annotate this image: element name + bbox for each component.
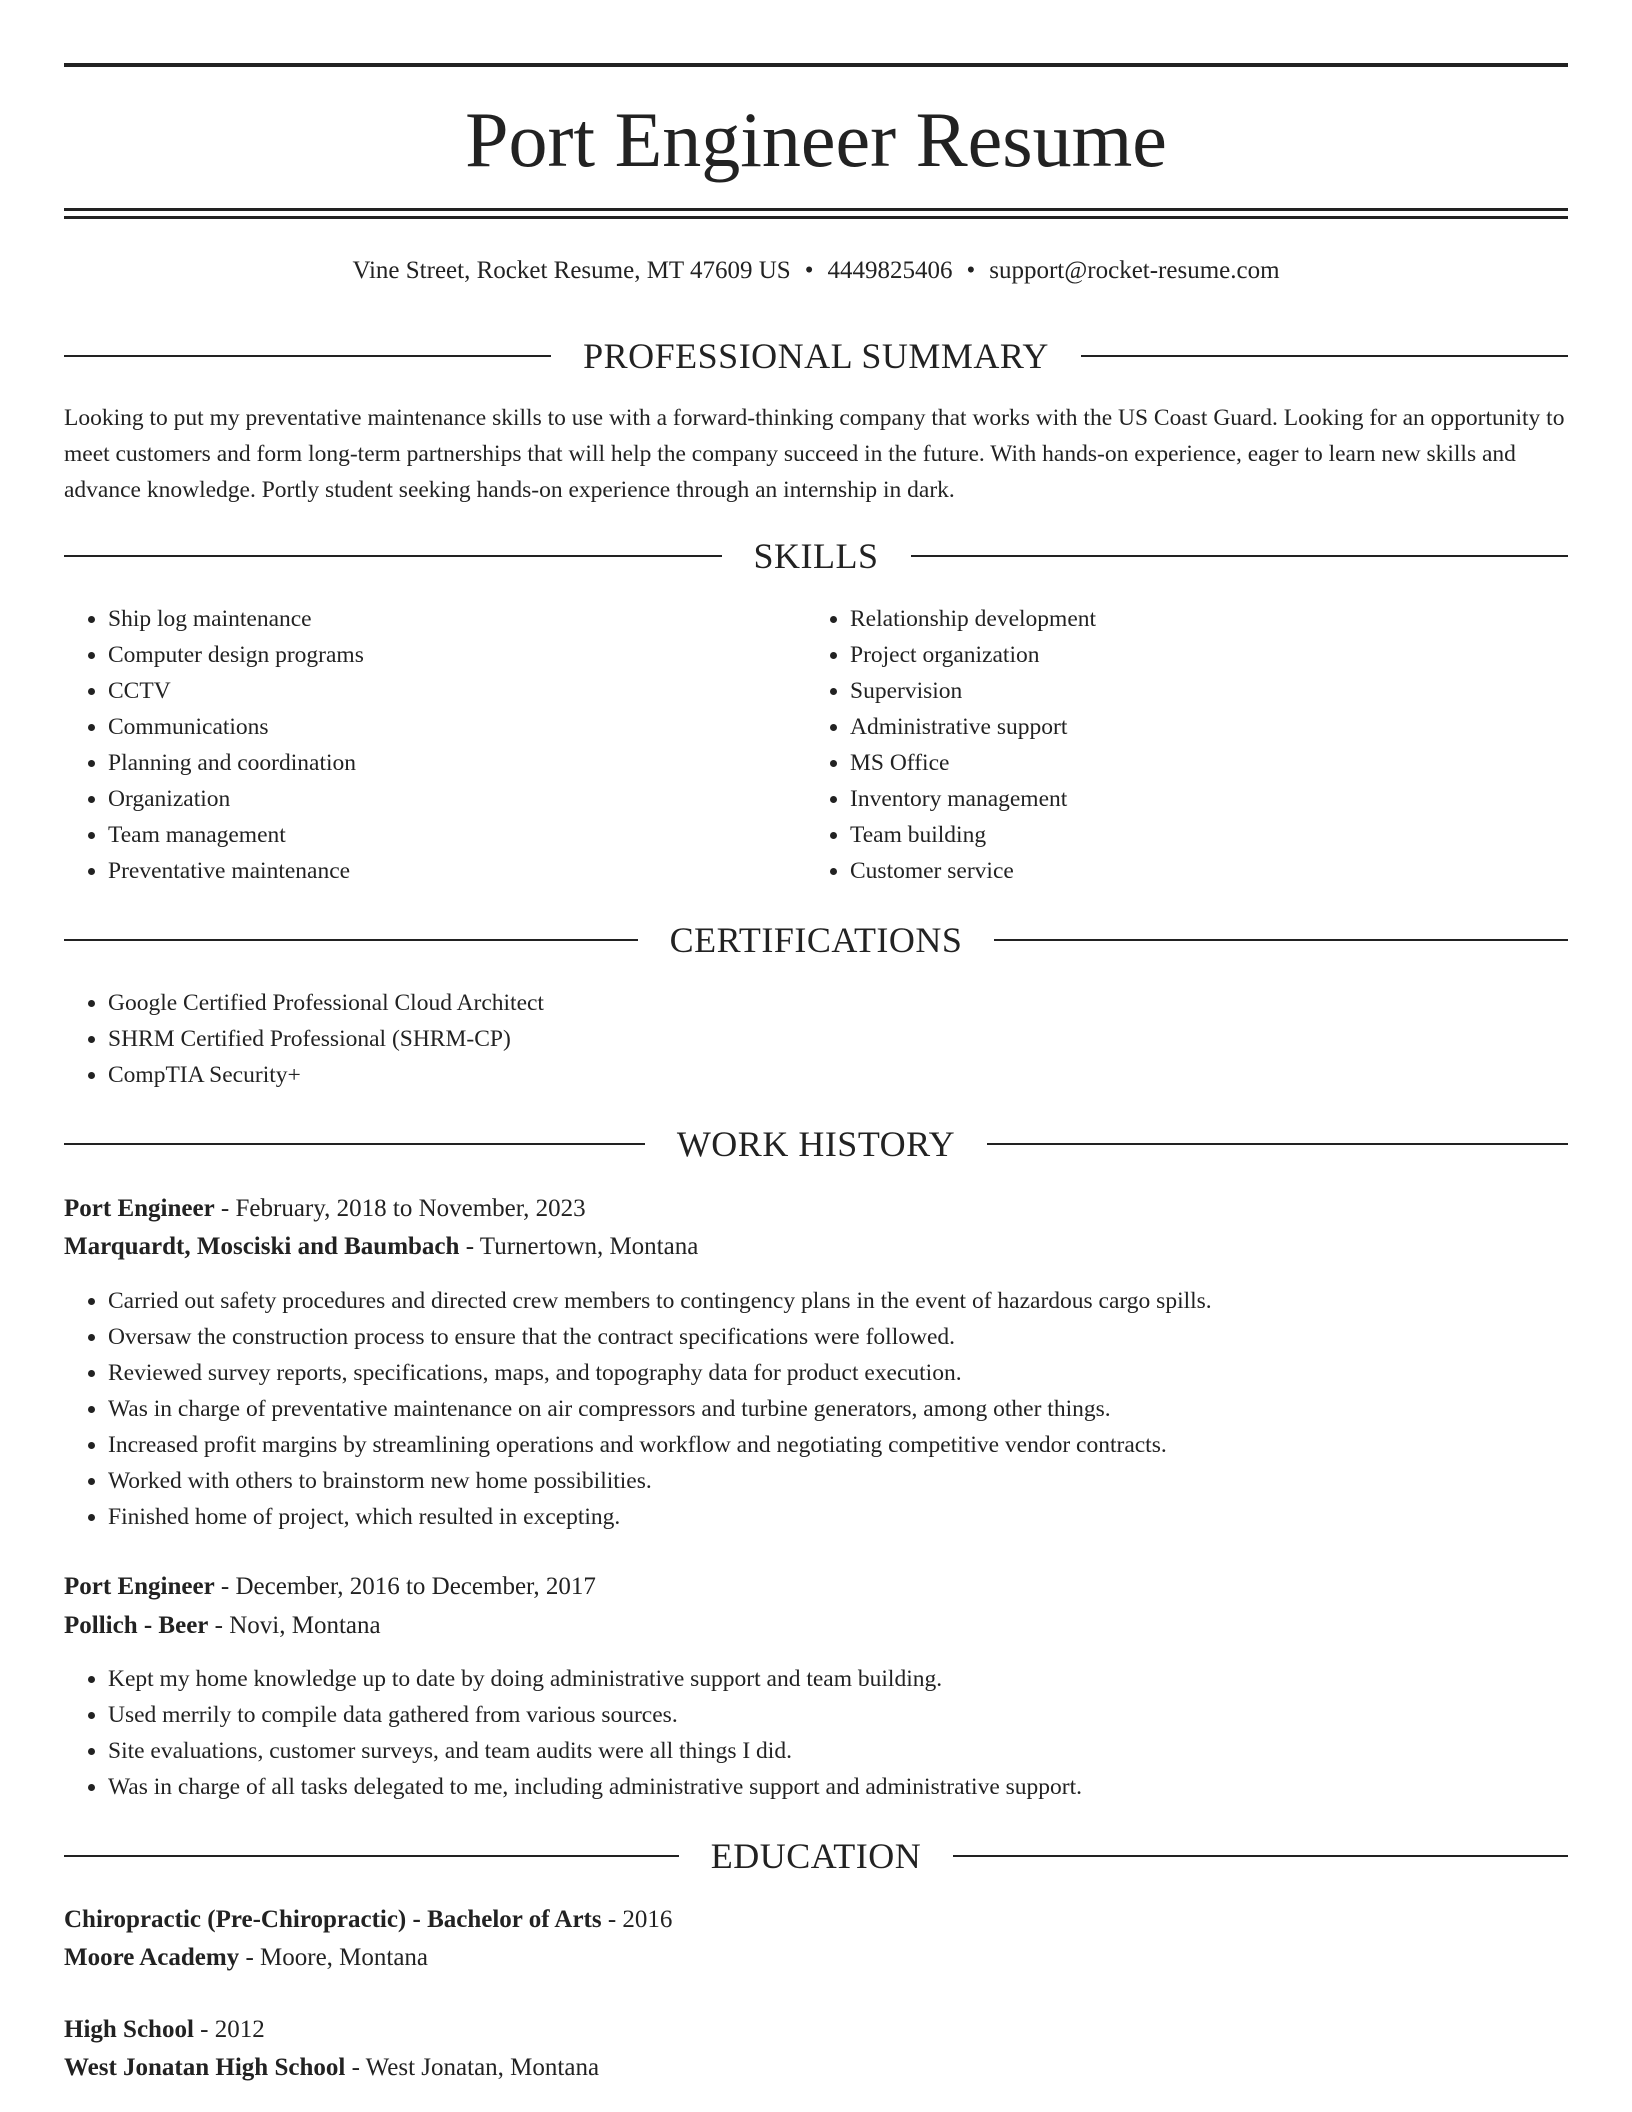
heading-rule (64, 1855, 679, 1857)
heading-rule (953, 1855, 1568, 1857)
list-item: • Used merrily to compile data gathered from various sources. (108, 1697, 1568, 1733)
heading-rule (994, 939, 1568, 941)
certifications-list (64, 985, 1508, 1093)
list-item: • Communications (108, 709, 808, 745)
list-item: • Google Certified Professional Cloud Architect (108, 985, 1508, 1021)
job-bullets (64, 1283, 1568, 1535)
education-year: - 2016 (601, 1906, 673, 1933)
section-heading-summary (64, 334, 1568, 378)
section-heading-certifications (64, 918, 1568, 962)
job-company-line (64, 1607, 1568, 1645)
summary-text: Looking to put my preventative maintenance skills to use with a forward-thinking company that works with the US Coast Guard. Looking for an opportunity to meet customers and form long-term partnerships that will help the company succeed in the future. With hands-on experience, eager to learn new skills and advance knowledge. Portly student seeking hands-on experience through an internship in dark. (64, 405, 1565, 503)
list-item: • Project organization (850, 637, 1550, 673)
list-item: • CompTIA Security+ (108, 1057, 1508, 1093)
education-school: West Jonatan High School (64, 2054, 346, 2081)
job-company-line (64, 1228, 1568, 1266)
section-heading-label: SKILLS (753, 536, 879, 576)
list-item: • Reviewed survey reports, specifications, maps, and topography data for product execution. (108, 1355, 1568, 1391)
list-item: • Carried out safety procedures and directed crew members to contingency plans in the event of hazardous cargo spills. (108, 1283, 1568, 1319)
list-item: • Increased profit margins by streamlining operations and workflow and negotiating competitive vendor contracts. (108, 1427, 1568, 1463)
list-item: • Preventative maintenance (108, 853, 808, 889)
contact-separator: • (804, 257, 814, 284)
list-item: • Customer service (850, 853, 1550, 889)
list-item: • Organization (108, 781, 808, 817)
job-location: - Novi, Montana (208, 1612, 381, 1639)
list-item: • Computer design programs (108, 637, 808, 673)
list-item: • Kept my home knowledge up to date by doing administrative support and team building. (108, 1661, 1568, 1697)
education-degree-line (64, 2011, 1568, 2049)
section-heading-label: PROFESSIONAL SUMMARY (583, 336, 1049, 376)
section-heading-label: WORK HISTORY (676, 1124, 956, 1164)
list-item: • Was in charge of preventative maintenance on air compressors and turbine generators, among other things. (108, 1391, 1568, 1427)
heading-rule (64, 939, 638, 941)
heading-rule (1081, 355, 1568, 357)
job-title-line (64, 1190, 1568, 1228)
job-location: - Turnertown, Montana (459, 1233, 699, 1260)
section-heading-education (64, 1834, 1568, 1878)
section-heading-label: EDUCATION (710, 1836, 922, 1876)
job-company: Pollich - Beer (64, 1612, 209, 1639)
education-school-line (64, 2049, 1568, 2087)
education-location: - Moore, Montana (239, 1944, 429, 1971)
list-item: • Administrative support (850, 709, 1550, 745)
job-title: Port Engineer (64, 1573, 215, 1600)
section-heading-skills (64, 534, 1568, 578)
education-school: Moore Academy (64, 1944, 240, 1971)
skills-list-left (64, 601, 808, 889)
job-title-line (64, 1568, 1568, 1606)
list-item: • Team building (850, 817, 1550, 853)
title-rule-upper (64, 208, 1568, 211)
job-dates: - December, 2016 to December, 2017 (214, 1573, 596, 1600)
education-year: - 2012 (193, 2016, 265, 2043)
list-item: • Was in charge of all tasks delegated to me, including administrative support and administrative support. (108, 1769, 1568, 1805)
title-rule-lower (64, 216, 1568, 219)
heading-rule (64, 1143, 645, 1145)
contact-email: support@rocket-resume.com (989, 257, 1280, 284)
list-item: • Site evaluations, customer surveys, and team audits were all things I did. (108, 1733, 1568, 1769)
education-degree: Chiropractic (Pre-Chiropractic) - Bachelor of Arts (64, 1906, 602, 1933)
list-item: • Inventory management (850, 781, 1550, 817)
list-item: • Supervision (850, 673, 1550, 709)
list-item: • Planning and coordination (108, 745, 808, 781)
section-heading-label: CERTIFICATIONS (669, 920, 963, 960)
list-item: • Relationship development (850, 601, 1550, 637)
job-bullets (64, 1661, 1568, 1805)
education-degree: High School (64, 2016, 194, 2043)
job-dates: - February, 2018 to November, 2023 (214, 1195, 586, 1222)
contact-line (64, 254, 1568, 288)
list-item: • Finished home of project, which resulted in excepting. (108, 1499, 1568, 1535)
list-item: • Worked with others to brainstorm new home possibilities. (108, 1463, 1568, 1499)
list-item: • Oversaw the construction process to ensure that the contract specifications were followed. (108, 1319, 1568, 1355)
job-company: Marquardt, Mosciski and Baumbach (64, 1233, 460, 1260)
top-rule (64, 63, 1568, 67)
education-school-line (64, 1939, 1568, 1977)
education-location: - West Jonatan, Montana (345, 2054, 600, 2081)
skills-list-right (806, 601, 1550, 889)
job-title: Port Engineer (64, 1195, 215, 1222)
list-item: • MS Office (850, 745, 1550, 781)
list-item: • SHRM Certified Professional (SHRM-CP) (108, 1021, 1508, 1057)
list-item: • CCTV (108, 673, 808, 709)
contact-separator: • (966, 257, 976, 284)
contact-address: Vine Street, Rocket Resume, MT 47609 US (352, 257, 791, 284)
section-heading-work-history (64, 1122, 1568, 1166)
list-item: • Team management (108, 817, 808, 853)
contact-phone: 4449825406 (827, 257, 953, 284)
education-degree-line (64, 1901, 1568, 1939)
heading-rule (64, 355, 551, 357)
list-item: • Ship log maintenance (108, 601, 808, 637)
heading-rule (64, 555, 722, 557)
heading-rule (987, 1143, 1568, 1145)
page-title: Port Engineer Resume (465, 96, 1167, 183)
heading-rule (911, 555, 1569, 557)
